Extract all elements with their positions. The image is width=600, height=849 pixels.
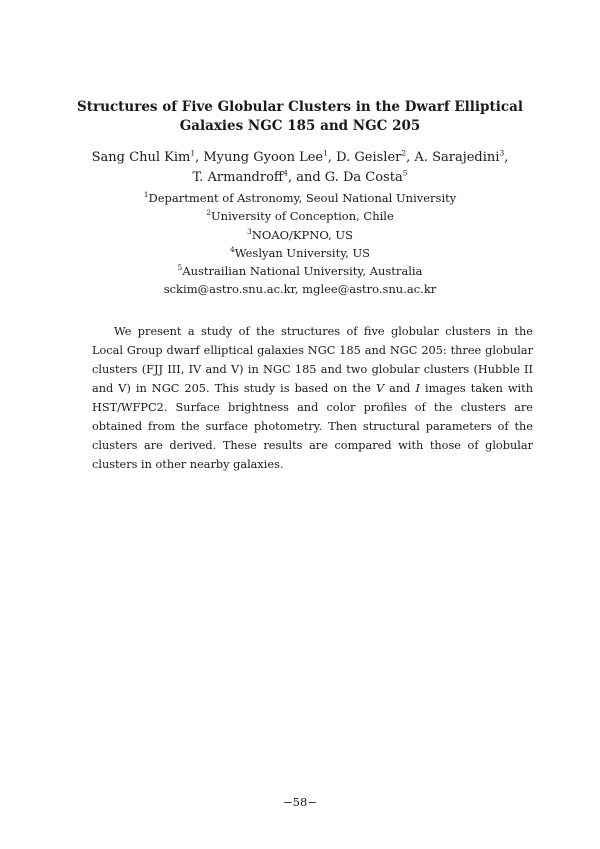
- affiliation-mark: 2: [206, 208, 211, 218]
- affiliation-item: [90, 226, 510, 244]
- paper-title: [60, 98, 540, 136]
- abstract-text-1: We present a study of the structures of five globular clusters in the Local Group dwarf elliptical galaxies NGC 185 and NGC 205: three globular clusters (FJJ III, IV and V) in NGC 185 and two globular clusters (Hubble II and V) in NGC 205. This study is based on the: [92, 325, 533, 395]
- author-line-1: [90, 148, 510, 168]
- author-name: Myung Gyoon Lee: [203, 150, 324, 165]
- author-name: A. Sarajedini: [414, 150, 500, 165]
- author-name: T. Armandroff: [192, 170, 284, 185]
- author-list: [90, 148, 510, 188]
- author-name: Sang Chul Kim: [91, 150, 191, 165]
- page-number: −58−: [283, 795, 317, 809]
- affiliation-item: [90, 262, 510, 280]
- author-separator: ,: [504, 150, 509, 165]
- author-conjunction: , and: [287, 170, 325, 185]
- abstract-conjunction: and: [384, 382, 416, 395]
- affiliation-mark: 4: [229, 245, 235, 255]
- author-affil-mark: 4: [283, 168, 288, 178]
- title-line-1: Structures of Five Globular Clusters in the Dwarf Elliptical: [77, 99, 523, 115]
- affiliation-item: [90, 189, 510, 207]
- filter-v-label: V: [375, 382, 385, 395]
- author-separator: ,: [327, 150, 337, 165]
- affiliation-text: University of Conception, Chile: [210, 209, 394, 224]
- affiliation-text: NOAO/KPNO, US: [251, 227, 353, 242]
- affiliation-item: [90, 207, 510, 225]
- filter-i-label: I: [415, 382, 420, 395]
- affiliation-text: Weslyan University, US: [234, 245, 371, 260]
- affiliation-text: Department of Astronomy, Seoul National University: [148, 191, 457, 205]
- author-affil-mark: 2: [401, 148, 407, 158]
- affiliation-mark: 3: [247, 226, 252, 236]
- affiliation-mark: 5: [177, 263, 183, 273]
- author-affil-mark: 1: [190, 148, 196, 158]
- author-separator: ,: [195, 150, 204, 165]
- author-affil-mark: 1: [323, 148, 328, 158]
- author-separator: ,: [406, 150, 415, 165]
- affiliation-list: [90, 189, 510, 299]
- affiliation-text: Austrailian National University, Australia: [182, 264, 423, 279]
- author-name: D. Geisler: [336, 150, 402, 165]
- title-line-2: Galaxies NGC 185 and NGC 205: [179, 118, 421, 134]
- author-line-2: [90, 168, 510, 188]
- affiliation-item: [90, 244, 510, 262]
- abstract-paragraph: [92, 322, 533, 474]
- author-affil-mark: 5: [402, 168, 408, 178]
- author-affil-mark: 3: [499, 148, 505, 158]
- abstract-text-2: images taken with HST/WFPC2. Surface brightness and color profiles of the clusters are obtained from the surface photometry. Then structural parameters of the clusters are derived. These results are compared with those of globular clusters in other nearby galaxies.: [92, 382, 533, 471]
- affiliation-mark: 1: [143, 190, 149, 200]
- email-addresses: sckim@astro.snu.ac.kr, mglee@astro.snu.ac.kr: [163, 282, 437, 297]
- author-name: G. Da Costa: [324, 170, 403, 185]
